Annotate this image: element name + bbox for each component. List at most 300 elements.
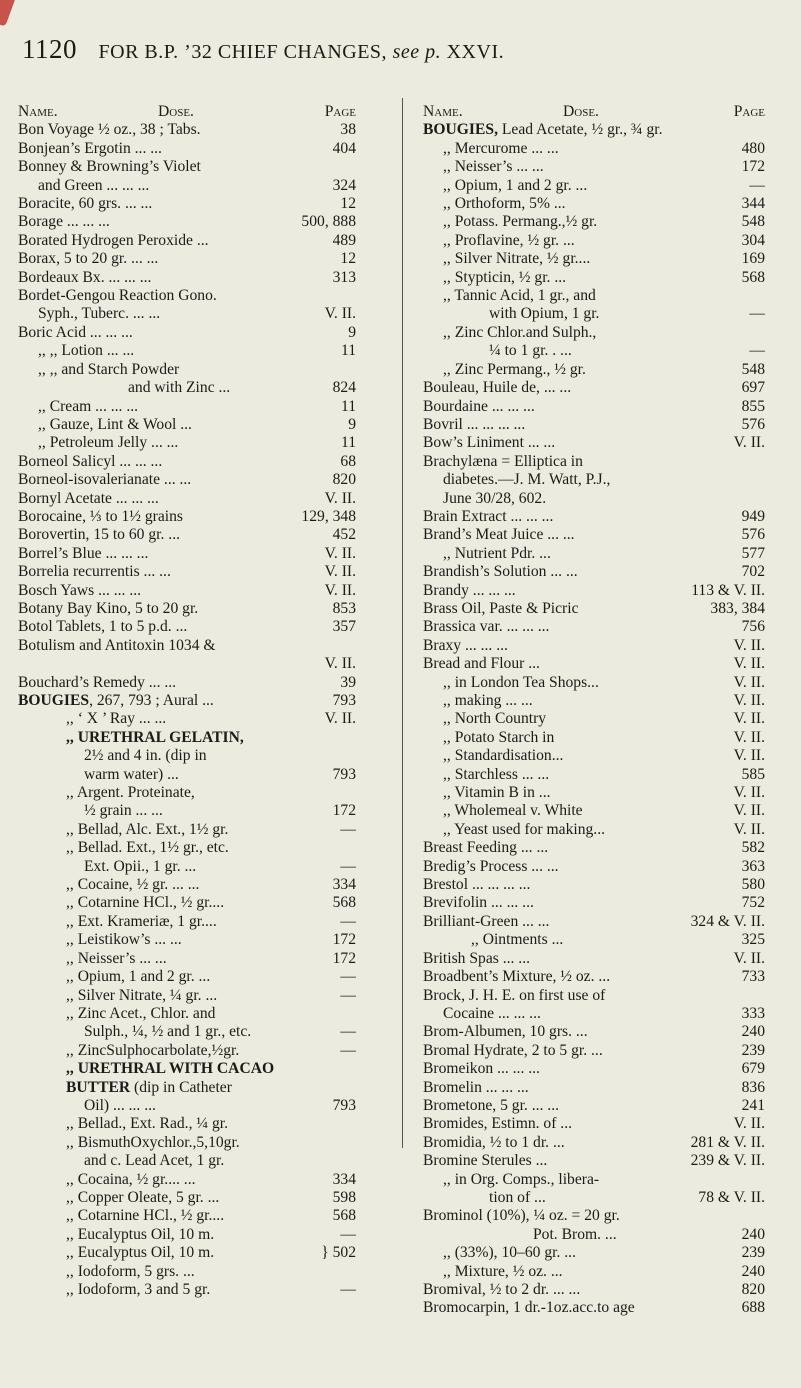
index-entry xyxy=(423,968,765,986)
entry-page: 577 xyxy=(741,544,765,562)
entry-text: ,, Leistikow’s ... ... xyxy=(66,931,182,949)
index-entry xyxy=(18,563,356,581)
entry-page: V. II. xyxy=(324,710,356,728)
entry-page: 240 xyxy=(741,1023,765,1041)
entry-page: 239 xyxy=(741,1244,765,1262)
entry-text: ,, Bellad, Alc. Ext., 1½ gr. xyxy=(66,820,229,838)
entry-text: Bornyl Acetate ... ... ... xyxy=(18,489,159,507)
entry-page: 548 xyxy=(741,213,765,231)
index-entry xyxy=(423,1115,765,1133)
index-entry xyxy=(18,1079,356,1097)
index-entry xyxy=(18,361,356,379)
entry-text: ,, Neisser’s ... ... xyxy=(443,158,544,176)
entry-page: 489 xyxy=(332,231,356,249)
entry-text: Bosch Yaws ... ... ... xyxy=(18,581,142,599)
page-corner-mark xyxy=(0,0,17,27)
entry-text: and c. Lead Acet, 1 gr. xyxy=(84,1152,225,1170)
entry-text: Bouchard’s Remedy ... ... xyxy=(18,673,177,691)
index-entry xyxy=(423,232,765,250)
entry-page: 240 xyxy=(741,1225,765,1243)
entry-text: Brometone, 5 gr. ... ... xyxy=(423,1096,559,1114)
entry-page: } 502 xyxy=(321,1244,356,1262)
index-entry xyxy=(18,269,356,287)
index-entry xyxy=(18,674,356,692)
index-entry xyxy=(423,858,765,876)
entry-text: Breast Feeding ... ... xyxy=(423,839,549,857)
entry-text: ,, Potato Starch in xyxy=(443,728,555,746)
entry-text: ,, Cocaina, ½ gr.... ... xyxy=(66,1170,196,1188)
entry-text: BOUGIES, 267, 793 ; Aural ... xyxy=(18,692,214,709)
entry-text: Bread and Flour ... xyxy=(423,655,540,673)
index-entry xyxy=(423,1097,765,1115)
index-entry xyxy=(423,563,765,581)
entry-text: ,, BismuthOxychlor.,5,10gr. xyxy=(66,1133,240,1151)
index-entry xyxy=(18,195,356,213)
entry-text: ,, Ext. Krameriæ, 1 gr.... xyxy=(66,912,217,930)
index-entry xyxy=(18,987,356,1005)
entry-text: ,, Cream ... ... ... xyxy=(38,397,139,415)
index-entry xyxy=(18,821,356,839)
entry-text: ,, Argent. Proteinate, xyxy=(66,784,195,802)
entry-page: V. II. xyxy=(733,728,765,746)
entry-text: Borneol-isovalerianate ... ... xyxy=(18,471,192,489)
index-entry xyxy=(18,1115,356,1133)
entry-text: ,, (33%), 10–60 gr. ... xyxy=(443,1244,576,1262)
index-entry xyxy=(423,784,765,802)
entry-text: Borovertin, 15 to 60 gr. ... xyxy=(18,526,180,544)
index-entry xyxy=(423,1244,765,1262)
entry-text: ,, Orthoform, 5% ... xyxy=(443,195,566,213)
index-entry xyxy=(18,490,356,508)
index-entry xyxy=(18,545,356,563)
right-entries xyxy=(423,121,765,1317)
index-entry xyxy=(18,637,356,655)
entry-text: 2½ and 4 in. (dip in xyxy=(84,747,207,765)
index-entry xyxy=(18,894,356,912)
entry-text: Brandy ... ... ... xyxy=(423,581,516,599)
entry-page: 568 xyxy=(332,1207,356,1225)
entry-text: ,, Bellad., Ext. Rad., ¼ gr. xyxy=(66,1115,228,1133)
entry-text: diabetes.—J. M. Watt, P.J., xyxy=(443,471,611,489)
entry-page: — xyxy=(749,176,765,194)
entry-text: ,, Silver Nitrate, ½ gr.... xyxy=(443,250,591,268)
entry-text: Bredig’s Process ... ... xyxy=(423,857,559,875)
entry-page: — xyxy=(340,820,356,838)
index-entry xyxy=(423,177,765,195)
index-entry xyxy=(18,287,356,305)
entry-page: — xyxy=(749,342,765,360)
entry-page: 172 xyxy=(332,802,356,820)
index-entry xyxy=(423,269,765,287)
index-entry xyxy=(423,250,765,268)
entry-text: Bromal Hydrate, 2 to 5 gr. ... xyxy=(423,1041,603,1059)
entry-page: 752 xyxy=(741,894,765,912)
header-ref: XXVI. xyxy=(446,41,505,63)
index-entry xyxy=(423,1060,765,1078)
entry-page: V. II. xyxy=(324,489,356,507)
index-entry xyxy=(18,600,356,618)
index-entry xyxy=(18,213,356,231)
index-entry xyxy=(423,398,765,416)
index-entry xyxy=(18,710,356,728)
entry-text: ,, Neisser’s ... ... xyxy=(66,949,167,967)
left-entries xyxy=(18,121,356,1299)
entry-page: — xyxy=(340,857,356,875)
entry-text: Borneol Salicyl ... ... ... xyxy=(18,452,163,470)
index-entry xyxy=(18,324,356,342)
entry-text: Bonjean’s Ergotin ... ... xyxy=(18,139,162,157)
entry-page: 793 xyxy=(332,692,356,709)
entry-page: V. II. xyxy=(733,692,765,709)
entry-page: 576 xyxy=(741,526,765,544)
entry-text: ,, Yeast used for making... xyxy=(443,820,605,838)
index-entry xyxy=(423,416,765,434)
entry-text: Bromides, Estimn. of ... xyxy=(423,1115,573,1133)
index-entry xyxy=(423,1226,765,1244)
entry-page: 172 xyxy=(741,158,765,176)
index-entry xyxy=(18,692,356,710)
entry-text: ,, Zinc Chlor.and Sulph., xyxy=(443,323,597,341)
entry-page: 68 xyxy=(340,452,356,470)
index-entry xyxy=(423,1134,765,1152)
index-entry xyxy=(423,121,765,139)
entry-page: 324 & V. II. xyxy=(690,912,765,930)
index-entry xyxy=(423,876,765,894)
header-name: Name. xyxy=(18,103,58,120)
entry-page: 383, 384 xyxy=(710,599,765,617)
entry-page: 11 xyxy=(340,434,356,452)
entry-text: ,, Mercurome ... ... xyxy=(443,139,559,157)
entry-page: 172 xyxy=(332,949,356,967)
entry-page: 756 xyxy=(741,618,765,636)
index-entry xyxy=(18,1042,356,1060)
entry-text: Brominol (10%), ¼ oz. = 20 gr. xyxy=(423,1207,620,1225)
index-entry xyxy=(18,1263,356,1281)
entry-text: Bromocarpin, 1 dr.-1oz.acc.to age xyxy=(423,1299,635,1317)
entry-page: 11 xyxy=(340,342,356,360)
entry-text: ,, Cotarnine HCl., ½ gr.... xyxy=(66,894,225,912)
index-entry xyxy=(423,987,765,1005)
entry-page: 11 xyxy=(340,397,356,415)
entry-page: V. II. xyxy=(324,563,356,581)
index-entry xyxy=(423,1189,765,1207)
index-entry xyxy=(18,434,356,452)
entry-page: 334 xyxy=(332,876,356,894)
entry-text: ,, ,, Lotion ... ... xyxy=(38,342,135,360)
entry-text: Bourdaine ... ... ... xyxy=(423,397,535,415)
index-entry xyxy=(423,747,765,765)
index-entry xyxy=(423,213,765,231)
entry-text: Brom-Albumen, 10 grs. ... xyxy=(423,1023,588,1041)
entry-text: ,, ZincSulphocarbolate,½gr. xyxy=(66,1041,240,1059)
index-entry xyxy=(423,545,765,563)
entry-page: V. II. xyxy=(324,655,356,673)
index-entry xyxy=(423,324,765,342)
index-entry xyxy=(423,434,765,452)
index-entry xyxy=(423,655,765,673)
entry-page: 239 xyxy=(741,1041,765,1059)
index-entry xyxy=(423,950,765,968)
index-entry xyxy=(18,1134,356,1152)
index-entry xyxy=(18,839,356,857)
entry-text: ,, North Country xyxy=(443,710,547,728)
index-entry xyxy=(423,618,765,636)
page-header xyxy=(22,34,801,65)
entry-text: Bromelin ... ... ... xyxy=(423,1078,529,1096)
index-entry xyxy=(423,342,765,360)
index-entry xyxy=(18,1281,356,1299)
index-entry xyxy=(423,894,765,912)
header-page: Page xyxy=(733,103,765,120)
header-see: see p. xyxy=(392,41,442,63)
index-entry xyxy=(18,729,356,747)
entry-text: ,, Ointments ... xyxy=(471,931,564,949)
entry-text: ,, Mixture, ½ oz. ... xyxy=(443,1262,563,1280)
index-entry xyxy=(18,1244,356,1262)
entry-text: Bovril ... ... ... ... xyxy=(423,415,526,433)
entry-page: 113 & V. II. xyxy=(691,581,765,599)
index-entry xyxy=(423,1042,765,1060)
entry-page: V. II. xyxy=(324,305,356,323)
header-dose: Dose. xyxy=(563,103,599,120)
index-entry xyxy=(423,305,765,323)
entry-text: Sulph., ¼, ½ and 1 gr., etc. xyxy=(84,1023,252,1041)
entry-text: Bordeaux Bx. ... ... ... xyxy=(18,268,152,286)
index-entry xyxy=(18,968,356,986)
entry-page: V. II. xyxy=(324,544,356,562)
index-entry xyxy=(18,416,356,434)
entry-page: V. II. xyxy=(733,1115,765,1133)
index-entry xyxy=(423,802,765,820)
entry-page: V. II. xyxy=(733,710,765,728)
index-entry xyxy=(423,1263,765,1281)
index-entry xyxy=(18,158,356,176)
entry-text: Braxy ... ... ... xyxy=(423,636,508,654)
entry-page: V. II. xyxy=(733,949,765,967)
index-entry xyxy=(423,692,765,710)
entry-page: 688 xyxy=(741,1299,765,1317)
entry-text: ,, Petroleum Jelly ... ... xyxy=(38,434,179,452)
header-text: FOR B.P. ’32 CHIEF CHANGES, xyxy=(98,41,388,63)
entry-text: Broadbent’s Mixture, ½ oz. ... xyxy=(423,968,611,986)
entry-text: ,, Bellad. Ext., 1½ gr., etc. xyxy=(66,839,229,857)
entry-text: ,, Iodoform, 5 grs. ... xyxy=(66,1262,195,1280)
entry-page: — xyxy=(749,305,765,323)
entry-page: 580 xyxy=(741,876,765,894)
entry-page: 679 xyxy=(741,1060,765,1078)
entry-text: ,, Zinc Acet., Chlor. and xyxy=(66,1004,216,1022)
entry-page: 568 xyxy=(741,268,765,286)
header-dose: Dose. xyxy=(158,103,194,120)
index-entry xyxy=(18,1097,356,1115)
entry-page: 38 xyxy=(340,121,356,139)
entry-page: 793 xyxy=(332,765,356,783)
entry-text: ,, Cocaine, ½ gr. ... ... xyxy=(66,876,200,894)
index-entry xyxy=(18,858,356,876)
entry-text: Borrelia recurrentis ... ... xyxy=(18,563,171,581)
entry-text: ,, URETHRAL WITH CACAO xyxy=(66,1060,275,1078)
entry-page: 576 xyxy=(741,415,765,433)
entry-text: British Spas ... ... xyxy=(423,949,531,967)
entry-text: Brevifolin ... ... ... xyxy=(423,894,534,912)
index-entry xyxy=(423,1023,765,1041)
index-entry xyxy=(423,195,765,213)
entry-page: 325 xyxy=(741,931,765,949)
index-entry xyxy=(18,121,356,139)
index-entry xyxy=(18,1226,356,1244)
index-entry xyxy=(423,766,765,784)
entry-page: 239 & V. II. xyxy=(690,1152,765,1170)
index-entry xyxy=(18,655,356,673)
entry-page: 820 xyxy=(332,471,356,489)
entry-text: Botany Bay Kino, 5 to 20 gr. xyxy=(18,599,199,617)
index-entry xyxy=(423,379,765,397)
entry-text: ,, Iodoform, 3 and 5 gr. xyxy=(66,1281,211,1298)
entry-text: ,, Wholemeal v. White xyxy=(443,802,583,820)
index-entry xyxy=(18,784,356,802)
entry-page: 480 xyxy=(741,139,765,157)
index-entry xyxy=(18,250,356,268)
entry-text: Borated Hydrogen Peroxide ... xyxy=(18,231,209,249)
entry-text: Brachylæna = Elliptica in xyxy=(423,452,583,470)
entry-page: V. II. xyxy=(733,434,765,452)
entry-page: 304 xyxy=(741,231,765,249)
entry-text: Brassica var. ... ... ... xyxy=(423,618,550,636)
entry-text: Botol Tablets, 1 to 5 p.d. ... xyxy=(18,618,188,636)
entry-page: 344 xyxy=(741,195,765,213)
entry-page: 39 xyxy=(340,673,356,691)
entry-text: ,, Stypticin, ½ gr. ... xyxy=(443,268,567,286)
entry-page: 548 xyxy=(741,360,765,378)
index-entry xyxy=(18,1060,356,1078)
entry-text: Brandish’s Solution ... ... xyxy=(423,563,578,581)
entry-text: Pot. Brom. ... xyxy=(533,1225,617,1243)
entry-text: ,, Standardisation... xyxy=(443,747,564,765)
entry-page: 169 xyxy=(741,250,765,268)
entry-page: V. II. xyxy=(733,820,765,838)
entry-page: — xyxy=(340,968,356,986)
index-entry xyxy=(18,802,356,820)
entry-page: 241 xyxy=(741,1096,765,1114)
entry-page: 733 xyxy=(741,968,765,986)
index-entry xyxy=(423,821,765,839)
index-entry xyxy=(423,490,765,508)
entry-page: V. II. xyxy=(733,673,765,691)
index-entry xyxy=(423,1079,765,1097)
entry-text: Bromine Sterules ... xyxy=(423,1152,548,1170)
entry-text: Bromival, ½ to 2 dr. ... ... xyxy=(423,1281,581,1298)
entry-text: ¼ to 1 gr. . ... xyxy=(489,342,572,360)
entry-text: Oil) ... ... ... xyxy=(84,1096,156,1114)
entry-page: 240 xyxy=(741,1262,765,1280)
index-entry xyxy=(18,1005,356,1023)
index-entry xyxy=(423,637,765,655)
entry-page: 12 xyxy=(340,250,356,268)
entry-text: Cocaine ... ... ... xyxy=(443,1004,541,1022)
entry-page: 172 xyxy=(332,931,356,949)
entry-text: June 30/28, 602. xyxy=(443,489,547,507)
entry-text: ,, Opium, 1 and 2 gr. ... xyxy=(66,968,211,986)
entry-page: 78 & V. II. xyxy=(698,1188,765,1206)
entry-page: 853 xyxy=(332,599,356,617)
index-entry xyxy=(18,582,356,600)
column-header xyxy=(18,103,356,121)
index-entry xyxy=(18,1171,356,1189)
index-entry xyxy=(423,582,765,600)
entry-page: — xyxy=(340,1023,356,1041)
entry-text: Syph., Tuberc. ... ... xyxy=(38,305,161,323)
index-entry xyxy=(18,747,356,765)
index-entry xyxy=(18,398,356,416)
entry-text: and Green ... ... ... xyxy=(38,176,150,194)
index-entry xyxy=(18,1023,356,1041)
entry-page: V. II. xyxy=(733,636,765,654)
entry-text: warm water) ... xyxy=(84,765,179,783)
index-entry xyxy=(18,342,356,360)
index-entry xyxy=(423,674,765,692)
entry-page: 333 xyxy=(741,1004,765,1022)
entry-text: ,, Vitamin B in ... xyxy=(443,784,551,802)
entry-text: ,, Starchless ... ... xyxy=(443,765,550,783)
entry-page: V. II. xyxy=(733,655,765,673)
index-entry xyxy=(423,1299,765,1317)
index-entry xyxy=(423,361,765,379)
header-name: Name. xyxy=(423,103,463,120)
entry-page: 702 xyxy=(741,563,765,581)
index-entry xyxy=(423,453,765,471)
index-entry xyxy=(18,305,356,323)
index-column-right xyxy=(423,103,765,1318)
entry-page: — xyxy=(340,1041,356,1059)
entry-text: ,, Tannic Acid, 1 gr., and xyxy=(443,287,596,305)
index-entry xyxy=(423,471,765,489)
index-entry xyxy=(423,287,765,305)
index-entry xyxy=(18,526,356,544)
entry-text: Brilliant-Green ... ... xyxy=(423,912,550,930)
entry-page: 404 xyxy=(332,139,356,157)
index-entry xyxy=(18,1152,356,1170)
entry-text: Boracite, 60 grs. ... ... xyxy=(18,195,153,213)
index-entry xyxy=(423,158,765,176)
entry-text: Botulism and Antitoxin 1034 & xyxy=(18,636,216,654)
index-entry xyxy=(423,1171,765,1189)
index-entry xyxy=(423,1005,765,1023)
entry-text: ,, Gauze, Lint & Wool ... xyxy=(38,415,192,433)
entry-text: Brand’s Meat Juice ... ... xyxy=(423,526,575,544)
entry-text: Brestol ... ... ... ... xyxy=(423,876,531,894)
entry-text: Bouleau, Huile de, ... ... xyxy=(423,379,572,397)
entry-page: 824 xyxy=(332,379,356,397)
entry-text: ,, Cotarnine HCl., ½ gr.... xyxy=(66,1207,225,1225)
index-entry xyxy=(423,1281,765,1299)
index-entry xyxy=(423,931,765,949)
entry-page: 12 xyxy=(340,195,356,213)
entry-text: and with Zinc ... xyxy=(128,379,231,397)
entry-text: Brain Extract ... ... ... xyxy=(423,507,554,525)
entry-text: ,, Potass. Permang.,½ gr. xyxy=(443,213,598,231)
entry-page: 363 xyxy=(741,857,765,875)
page-number: 1120 xyxy=(22,34,77,64)
entry-text: Bon Voyage ½ oz., 38 ; Tabs. xyxy=(18,121,201,139)
index-entry xyxy=(18,1207,356,1225)
entry-page: 452 xyxy=(332,526,356,544)
index-entry xyxy=(18,876,356,894)
entry-text: ,, in Org. Comps., libera- xyxy=(443,1170,600,1188)
index-entry xyxy=(423,600,765,618)
entry-text: tion of ... xyxy=(489,1188,546,1206)
index-entry xyxy=(18,379,356,397)
entry-text: Brass Oil, Paste & Picric xyxy=(423,599,579,617)
